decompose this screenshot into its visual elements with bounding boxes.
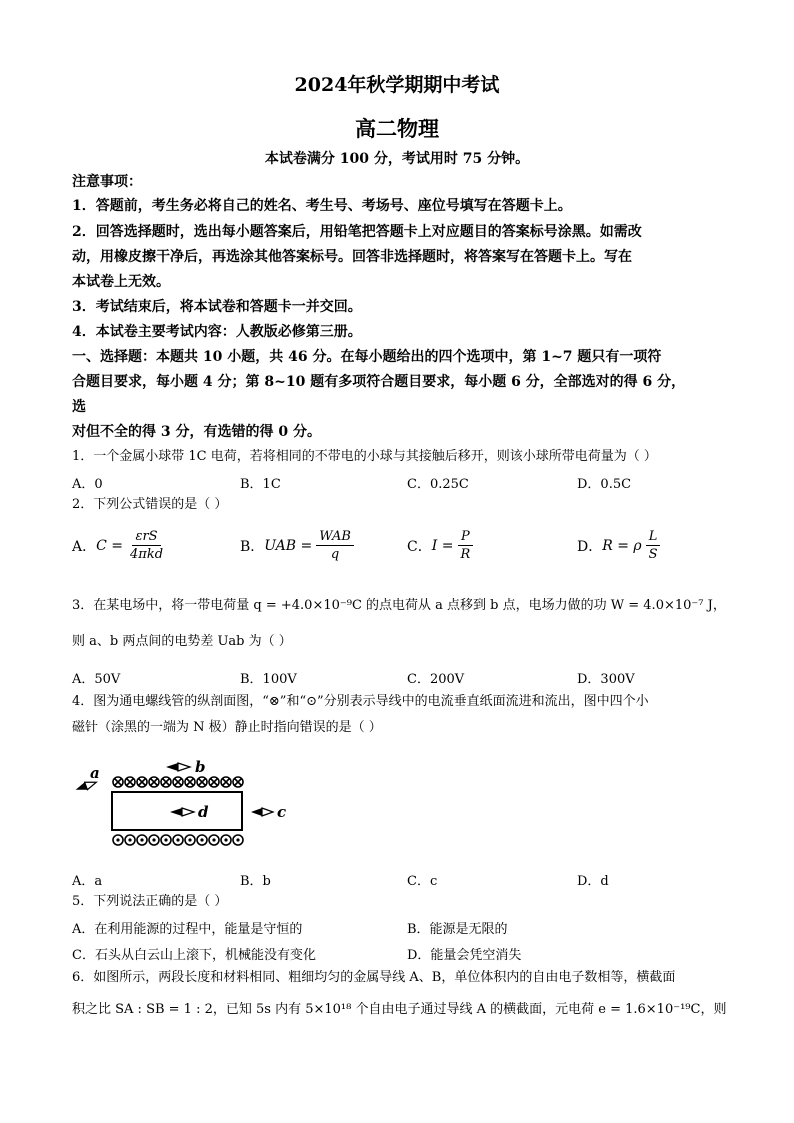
subject-title: 高二物理 xyxy=(355,116,439,141)
q5-option-b: B．能源是无限的 xyxy=(407,922,508,937)
q2-a-numerator: εrS xyxy=(132,528,160,546)
label-c: c xyxy=(277,803,287,821)
section-1-line-2: 合题目要求，每小题 4 分；第 8~10 题有多项符合题目要求，每小题 6 分，全部选对的得 6 分， xyxy=(72,374,686,390)
compass-needle-d xyxy=(170,808,194,816)
q2-stem: 2．下列公式错误的是（ ） xyxy=(72,497,228,512)
section-1-line-4: 对但不全的得 3 分，有选错的得 0 分。 xyxy=(72,424,321,440)
top-current-in-row xyxy=(113,777,243,787)
q4-option-d: D．d xyxy=(577,874,609,889)
exam-info: 本试卷满分 100 分，考试用时 75 分钟。 xyxy=(264,151,530,167)
note-2-line-2: 动，用橡皮擦干净后，再选涂其他答案标号。回答非选择题时，将答案写在答题卡上。写在 xyxy=(72,249,632,265)
q4-stem: 4．图为通电螺线管的纵剖面图，“⊗”和“⊙”分别表示导线中的电流垂直纸面流进和流出，图中四个小 xyxy=(72,694,649,709)
q2-c-numerator: P xyxy=(458,528,473,546)
note-1: 1．答题前，考生务必将自己的姓名、考生号、考场号、座位号填写在答题卡上。 xyxy=(72,198,572,214)
q3-option-b: B．100V xyxy=(240,672,297,687)
q1-option-d: D．0.5C xyxy=(577,477,632,492)
q3-option-c: C．200V xyxy=(407,672,465,687)
q2-c-denominator: R xyxy=(460,547,471,562)
q2-a-fraction xyxy=(127,528,166,563)
q6-stem-2: 积之比 SA : SB = 1 : 2，已知 5s 内有 5×10¹⁸ 个自由电子通过导线 A 的横截面，元电荷 e = 1.6×10⁻¹⁹C，则 xyxy=(72,1002,727,1017)
q2-b-fraction xyxy=(316,528,354,563)
section-1-line-1: 一、选择题：本题共 10 小题，共 46 分。在每小题给出的四个选项中，第 1~7 题只有一项符 xyxy=(72,349,662,365)
note-4: 4．本试卷主要考试内容：人教版必修第三册。 xyxy=(72,324,362,340)
compass-needle-c xyxy=(251,808,273,816)
solenoid-figure xyxy=(72,756,302,856)
q4-option-c: C．c xyxy=(407,874,438,889)
q2-c-label: C． xyxy=(407,538,432,555)
label-b: b xyxy=(195,758,206,776)
note-3: 3．考试结束后，将本试卷和答题卡一并交回。 xyxy=(72,299,362,315)
q1-option-a: A．0 xyxy=(72,477,103,492)
q2-c-fraction xyxy=(457,528,473,563)
q1-option-c: C．0.25C xyxy=(407,477,469,492)
q2-a-denominator: 4πkd xyxy=(130,547,164,562)
label-d: d xyxy=(198,803,209,821)
q3-stem-2: 则 a、b 两点间的电势差 Uab 为（ ） xyxy=(72,634,292,649)
section-1-line-3: 选 xyxy=(72,399,86,415)
q2-a-lhs: C = xyxy=(96,537,124,554)
exam-title: 2024年秋学期期中考试 xyxy=(294,74,500,96)
q3-stem: 3．在某电场中，将一带电荷量 q = +4.0×10⁻⁹C 的点电荷从 a 点移到 b 点，电场力做的功 W = 4.0×10⁻⁷ J， xyxy=(72,598,726,613)
q4-stem-2: 磁针（涂黑的一端为 N 极）静止时指向错误的是（ ） xyxy=(72,720,382,735)
q3-option-a: A．50V xyxy=(72,672,121,687)
q2-b-lhs: UAB = xyxy=(264,537,313,554)
q2-d-numerator: L xyxy=(646,528,661,546)
q4-option-b: B．b xyxy=(240,874,271,889)
q2-option-b xyxy=(240,528,358,563)
q2-option-a xyxy=(72,528,170,563)
note-2-line-3: 本试卷上无效。 xyxy=(72,274,170,290)
q5-option-a: A．在利用能源的过程中，能量是守恒的 xyxy=(72,922,303,937)
note-2-line-1: 2．回答选择题时，选出每小题答案后，用铅笔把答题卡上对应题目的答案标号涂黑。如需改 xyxy=(72,224,642,240)
q1-option-b: B．1C xyxy=(240,477,281,492)
q2-d-fraction xyxy=(646,528,661,563)
q4-option-a: A．a xyxy=(72,874,103,889)
q2-b-numerator: WAB xyxy=(316,528,354,546)
q5-option-c: C．石头从白云山上滚下，机械能没有变化 xyxy=(72,948,316,963)
q2-option-d xyxy=(577,528,665,563)
q2-a-label: A． xyxy=(72,538,97,555)
notes-heading: 注意事项： xyxy=(72,174,142,190)
q5-stem: 5．下列说法正确的是（ ） xyxy=(72,894,228,909)
q6-stem: 6．如图所示，两段长度和材料相同、粗细均匀的金属导线 A、B，单位体积内的自由电子数相等，横截面 xyxy=(72,970,676,985)
q2-c-lhs: I = xyxy=(431,537,454,554)
q5-option-d: D．能量会凭空消失 xyxy=(407,948,522,963)
q2-d-lhs: R = ρ xyxy=(602,537,642,554)
q2-option-c xyxy=(407,528,477,563)
q2-b-label: B． xyxy=(240,538,265,555)
q2-d-denominator: S xyxy=(648,547,658,562)
q2-b-denominator: q xyxy=(330,547,340,562)
q2-d-label: D． xyxy=(577,538,603,555)
compass-needle-b xyxy=(166,763,190,771)
q3-option-d: D．300V xyxy=(577,672,635,687)
q1-stem: 1．一个金属小球带 1C 电荷，若将相同的不带电的小球与其接触后移开，则该小球所带电荷量为（ ） xyxy=(72,449,657,464)
label-a: a xyxy=(90,764,100,782)
